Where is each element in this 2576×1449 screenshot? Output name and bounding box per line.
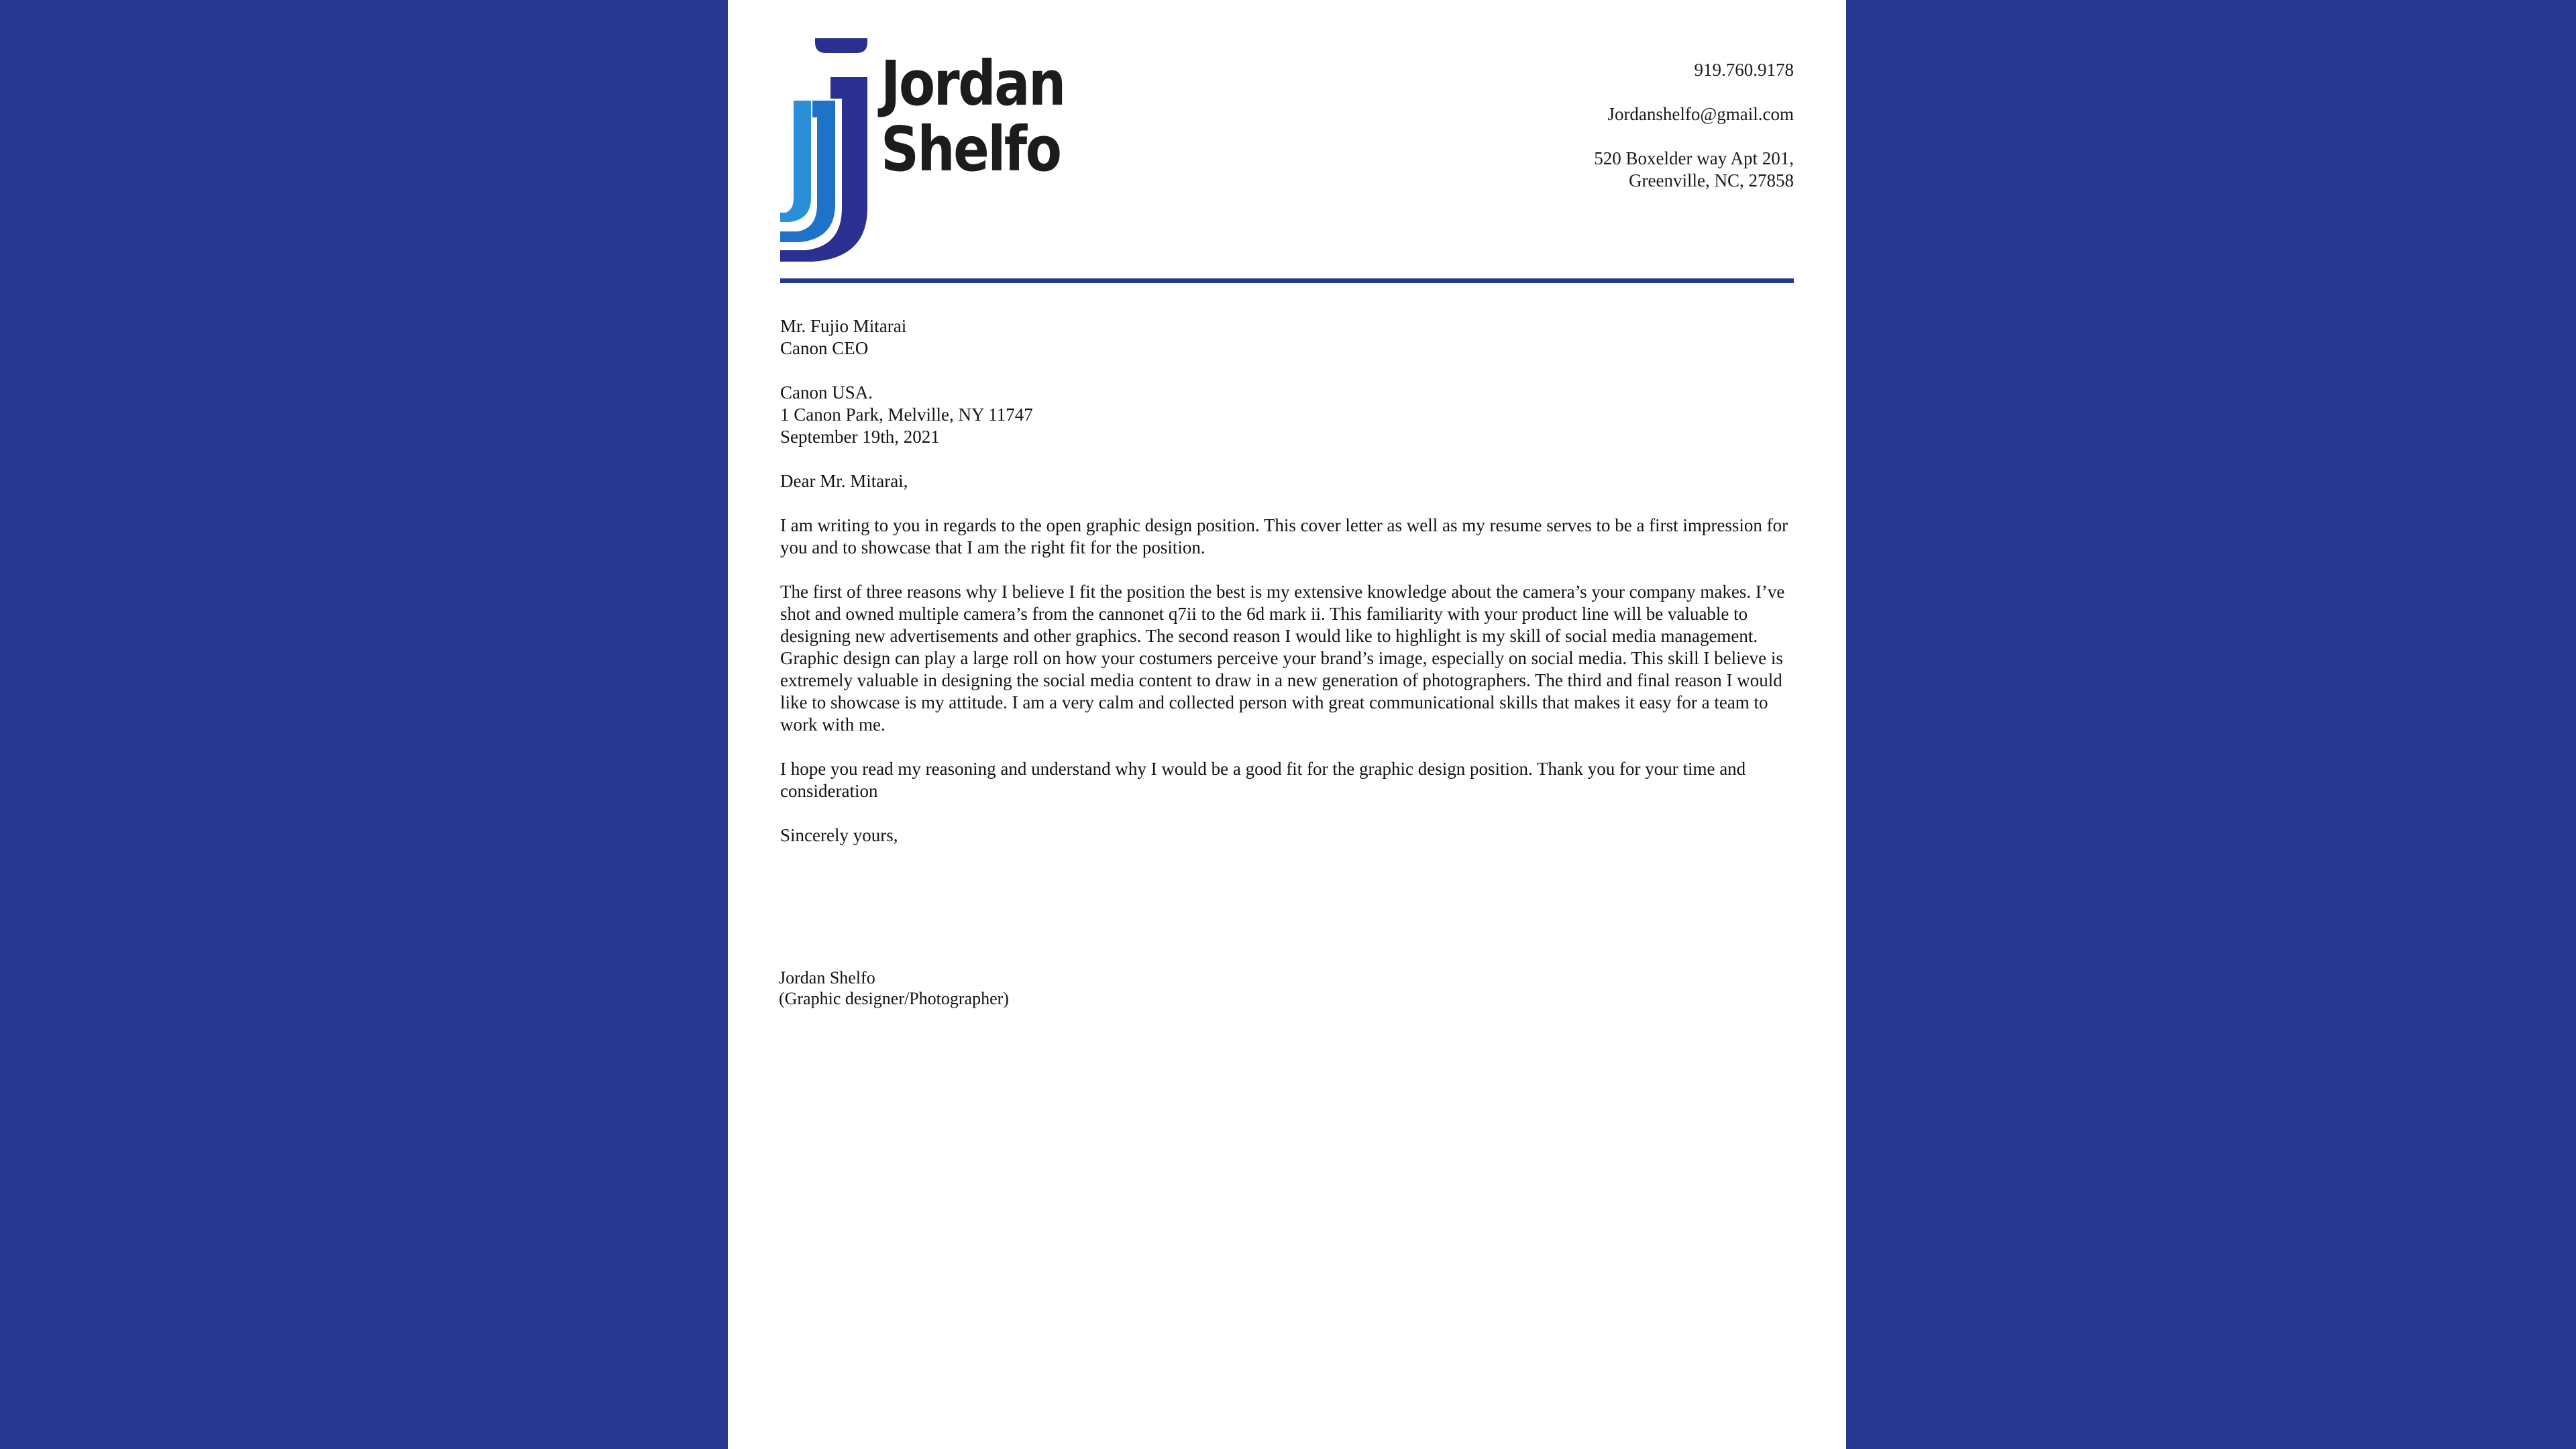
paragraph-reasons: The first of three reasons why I believe I fit the position the best is my extensive knowledge about the camera’s your company makes. I’ve shot and owned multiple camera’s from the cannonet q7ii to the 6d mark ii. This familiarity with your product line will be valuable to designing new advertisements and other graphics. The second reason I would like to highlight is my skill of social media management. Graphic design can play a large roll on how your costumers perceive your brand’s image, especially on social media. This skill I believe is extremely valuable in designing the social media content to draw in a new generation of photographers. The third and final reason I would like to showcase is my attitude. I am a very calm and collected person with great communicational skills that makes it easy for a team to work with me.	[780, 582, 1785, 735]
letter-page	[728, 0, 1846, 1449]
jj-monogram-icon	[780, 37, 881, 265]
phone-number: 919.760.9178	[1694, 60, 1794, 80]
letterhead-first-name: Jordan	[881, 48, 1065, 119]
letterhead-logo	[780, 37, 1065, 265]
paragraph-closing: I hope you read my reasoning and understand why I would be a good fit for the graphic design position. Thank you for your time and consideration	[780, 759, 1746, 801]
salutation: Dear Mr. Mitarai,	[780, 471, 908, 491]
recipient-block	[780, 315, 1796, 360]
recipient-name: Mr. Fujio Mitarai	[780, 316, 907, 336]
address-line-1: 520 Boxelder way Apt 201,	[1594, 148, 1794, 168]
signature-name: Jordan Shelfo	[779, 968, 875, 987]
header-divider	[780, 278, 1794, 283]
address-line-2: Greenville, NC, 27858	[1629, 170, 1794, 191]
paragraph-intro: I am writing to you in regards to the open graphic design position. This cover letter as well as my resume serves to be a first impression for you and to showcase that I am the right fit for the position.	[780, 515, 1788, 557]
closing: Sincerely yours,	[780, 825, 898, 845]
email-address: Jordanshelfo@gmail.com	[1607, 104, 1794, 124]
signature-title: (Graphic designer/Photographer)	[779, 989, 1009, 1008]
recipient-title: Canon CEO	[780, 338, 869, 358]
signature-block	[779, 967, 1009, 1009]
letterhead-last-name: Shelfo	[881, 113, 1061, 185]
letter-body	[780, 315, 1796, 869]
recipient-company: Canon USA.	[780, 382, 873, 402]
letterhead-name	[881, 48, 1065, 185]
recipient-address-block	[780, 382, 1796, 448]
street-address	[1594, 148, 1794, 192]
recipient-address: 1 Canon Park, Melville, NY 11747	[780, 405, 1033, 425]
contact-block	[1594, 59, 1794, 192]
letter-date: September 19th, 2021	[780, 427, 940, 447]
